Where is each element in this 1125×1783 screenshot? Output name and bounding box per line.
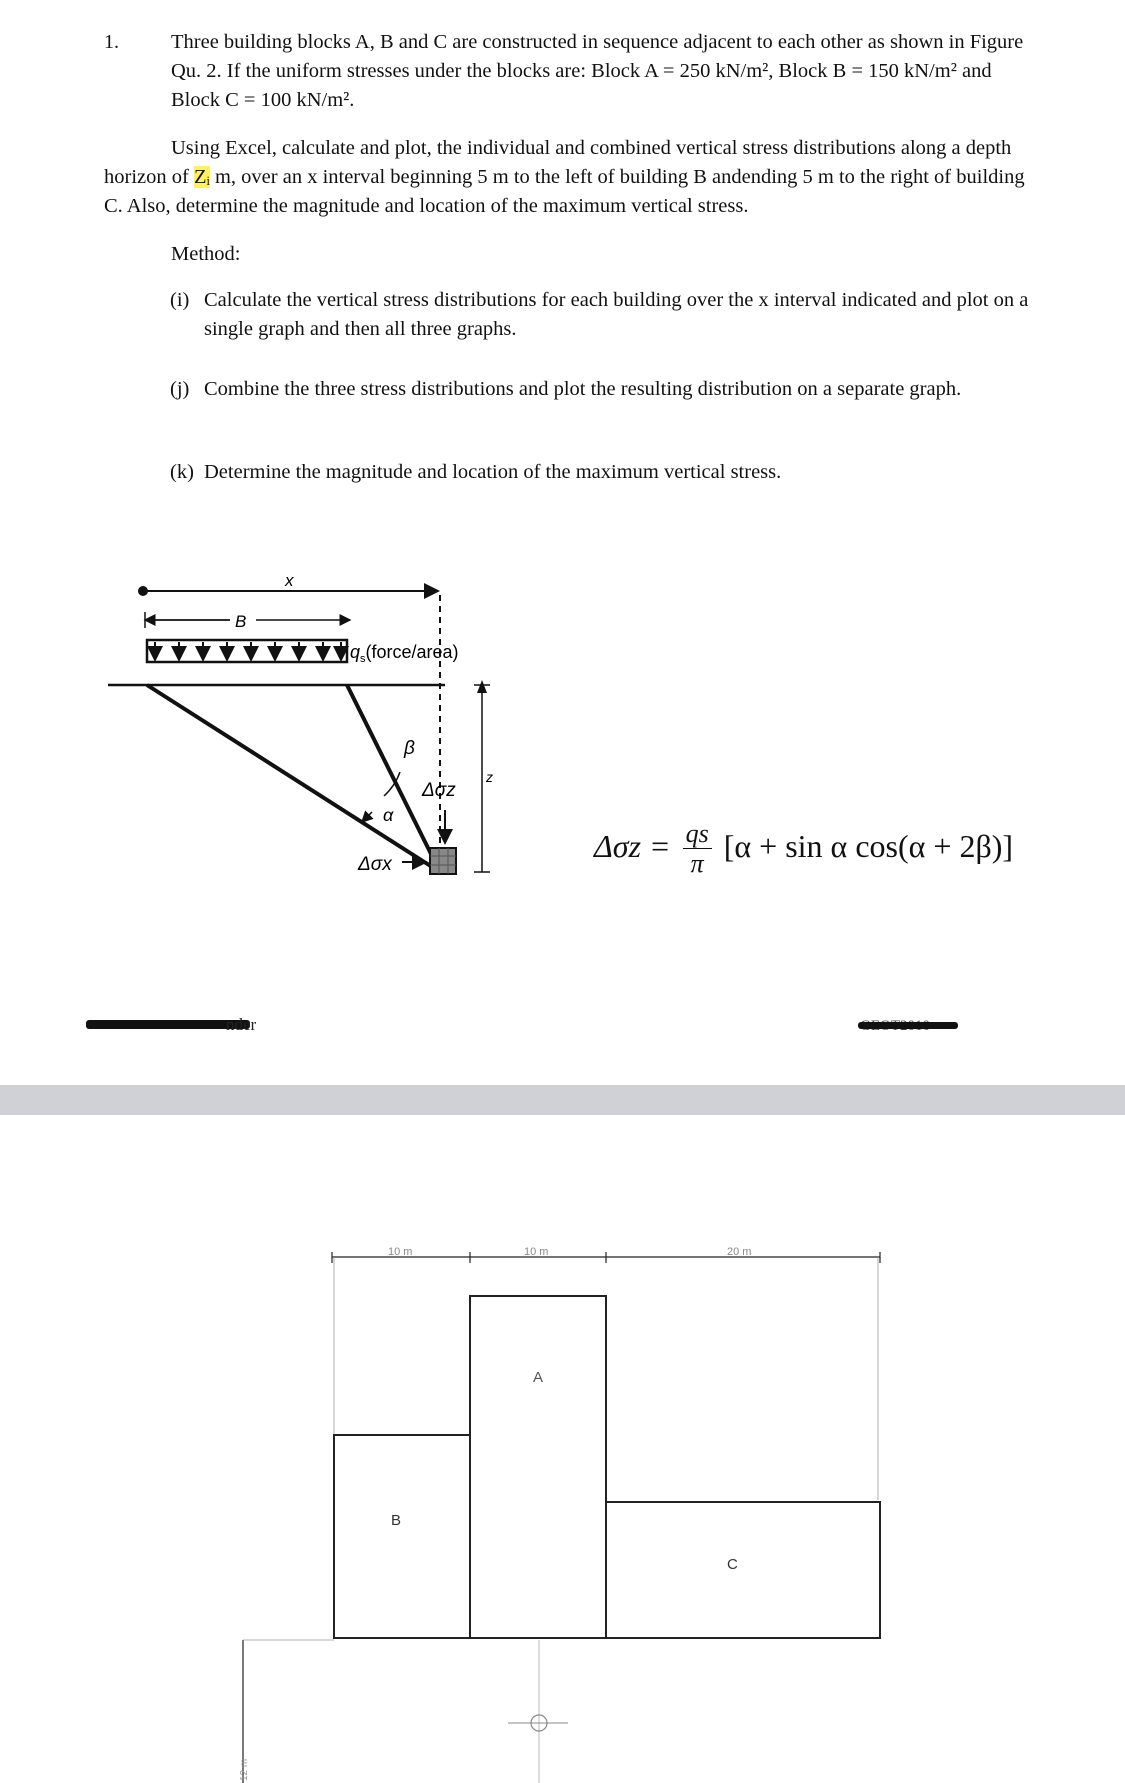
soil-element bbox=[430, 848, 456, 874]
formula-numerator: qs bbox=[683, 820, 712, 849]
dimension-a: 10 m bbox=[524, 1246, 549, 1258]
question-task-paragraph bbox=[104, 134, 1041, 221]
footer-left-text: nder bbox=[226, 1015, 257, 1034]
beta-label: β bbox=[404, 738, 415, 759]
task-text-end: m, over an x interval beginning 5 m to the left of building B andending 5 m to the right of building C. Also, determine the magnitude and location of the maximum vertical stress. bbox=[104, 166, 1025, 217]
task-text-start: Using Excel, calculate and plot, the individual and combined vertical stress distributions along a depth horizon of bbox=[104, 137, 1012, 188]
alpha-label: α bbox=[383, 805, 394, 825]
building-b-outline bbox=[334, 1435, 470, 1638]
b-width-label: B bbox=[235, 612, 247, 631]
formula-lhs: Δσz = bbox=[594, 827, 671, 864]
dimension-c: 20 m bbox=[727, 1246, 752, 1258]
item-label: (i) bbox=[170, 289, 190, 311]
block-a-label: A bbox=[533, 1369, 544, 1386]
strip-load-diagram bbox=[100, 560, 520, 900]
load-arrows bbox=[155, 642, 341, 660]
x-label: x bbox=[285, 571, 294, 590]
page-separator bbox=[0, 1085, 1125, 1115]
building-plan-figure bbox=[0, 1115, 1125, 1783]
load-label: $q_s(force/area)$ bbox=[350, 642, 459, 665]
formula-fraction bbox=[683, 820, 712, 879]
boussinesq-strip-formula bbox=[594, 820, 1013, 879]
formula-denominator: π bbox=[690, 849, 704, 878]
z-label: z bbox=[486, 769, 493, 785]
redacted-course-code bbox=[858, 1022, 958, 1029]
building-a-outline bbox=[470, 1296, 606, 1638]
method-item-k bbox=[170, 458, 1030, 487]
formula-rhs: [α + sin α cos(α + 2β)] bbox=[723, 827, 1014, 864]
delta-sigma-z-label: Δσz bbox=[422, 780, 456, 801]
delta-sigma-x-label: Δσx bbox=[358, 854, 392, 875]
block-b-label: B bbox=[391, 1512, 402, 1529]
method-item-i bbox=[170, 286, 1030, 344]
item-text: Calculate the vertical stress distributions for each building over the x interval indicated and plot on a single graph and then all three graphs. bbox=[204, 289, 1029, 340]
dimension-left: 12 m bbox=[239, 1758, 250, 1781]
building-c-outline bbox=[606, 1502, 880, 1638]
question-number: 1. bbox=[104, 31, 119, 53]
block-c-label: C bbox=[727, 1556, 738, 1573]
question-intro-paragraph: Three building blocks A, B and C are constructed in sequence adjacent to each other as shown in Figure Qu. 2. If the uniform stresses under the blocks are: Block A = 250 kN/m², Block B = 150 kN/m² and Block C = 100 kN/m². bbox=[171, 31, 1024, 111]
highlighted-depth-variable: Zᵢ bbox=[193, 166, 210, 188]
dimension-b: 10 m bbox=[388, 1246, 413, 1258]
method-item-j bbox=[170, 375, 1030, 404]
item-label: (j) bbox=[170, 378, 190, 400]
method-label: Method: bbox=[171, 243, 241, 265]
item-label: (k) bbox=[170, 461, 194, 483]
item-text: Combine the three stress distributions and plot the resulting distribution on a separate graph. bbox=[204, 378, 962, 400]
item-text: Determine the magnitude and location of the maximum vertical stress. bbox=[204, 461, 782, 483]
